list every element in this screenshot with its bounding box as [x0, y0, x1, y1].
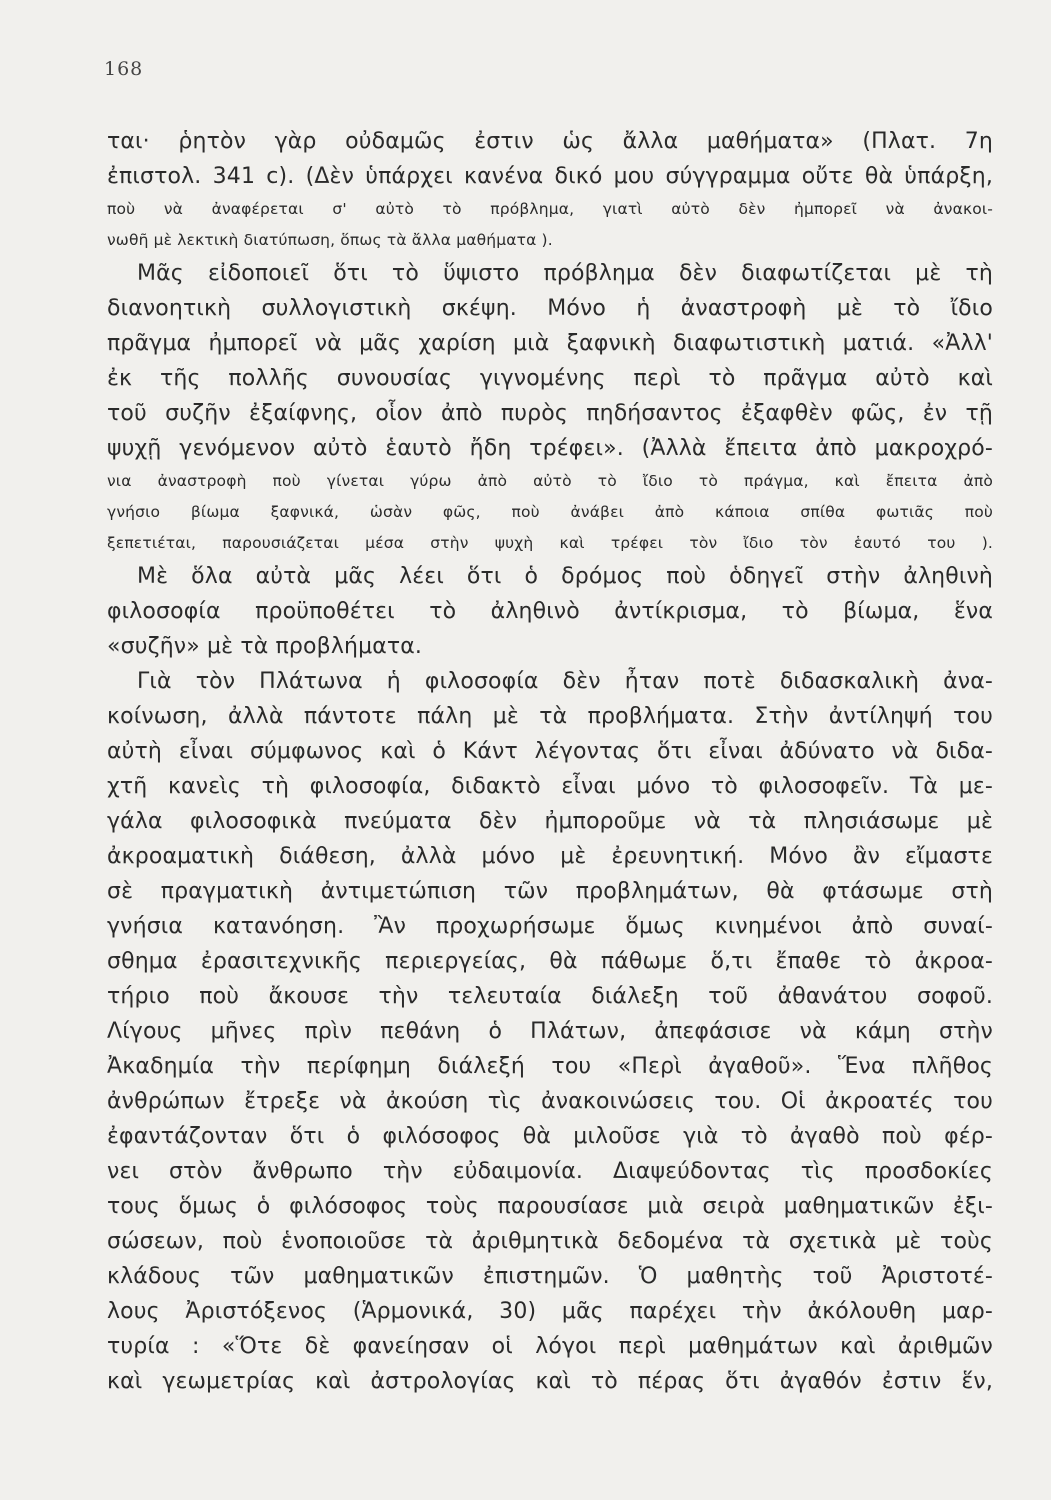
text-line: ξεπετιέται, παρουσιάζεται μέσα στὴν ψυχὴ καὶ τρέφει τὸν ἴδιο τὸν ἑαυτό του ).: [107, 534, 993, 552]
text-line: γνήσια κατανόηση. Ἂν προχωρήσωμε ὅμως κινημένοι ἀπὸ συναί-: [107, 914, 993, 939]
text-line: αὐτὴ εἶναι σύμφωνος καὶ ὁ Κάντ λέγοντας ὅτι εἶναι ἀδύνατο νὰ διδα-: [107, 739, 993, 764]
text-line: Γιὰ τὸν Πλάτωνα ἡ φιλοσοφία δὲν ἦταν ποτὲ διδασκαλικὴ ἀνα-: [137, 669, 993, 694]
text-line: ἐκ τῆς πολλῆς συνουσίας γιγνομένης περὶ τὸ πρᾶγμα αὐτὸ καὶ: [107, 366, 993, 391]
text-line: τοῦ συζῆν ἐξαίφνης, οἷον ἀπὸ πυρὸς πηδήσαντος ἐξαφθὲν φῶς, ἐν τῇ: [107, 401, 993, 426]
text-line: νει στὸν ἄνθρωπο τὴν εὐδαιμονία. Διαψεύδοντας τὶς προσδοκίες: [107, 1159, 993, 1184]
text-line: γάλα φιλοσοφικὰ πνεύματα δὲν ἠμποροῦμε νὰ τὰ πλησιάσωμε μὲ: [107, 809, 993, 834]
text-line: καὶ γεωμετρίας καὶ ἀστρολογίας καὶ τὸ πέρας ὅτι ἀγαθόν ἐστιν ἕν,: [107, 1369, 993, 1394]
text-line: σώσεων, ποὺ ἑνοποιοῦσε τὰ ἀριθμητικὰ δεδομένα τὰ σχετικὰ μὲ τοὺς: [107, 1229, 993, 1254]
body-text: [107, 124, 993, 1399]
text-line: ἀκροαματικὴ διάθεση, ἀλλὰ μόνο μὲ ἐρευνητική. Μόνο ἂν εἴμαστε: [107, 844, 993, 869]
text-line: ἐφαντάζονταν ὅτι ὁ φιλόσοφος θὰ μιλοῦσε γιὰ τὸ ἀγαθὸ ποὺ φέρ-: [107, 1124, 993, 1149]
text-line: σθημα ἐρασιτεχνικῆς περιεργείας, θὰ πάθωμε ὅ,τι ἔπαθε τὸ ἀκροα-: [107, 949, 993, 974]
text-line: σὲ πραγματικὴ ἀντιμετώπιση τῶν προβλημάτων, θὰ φτάσωμε στὴ: [107, 879, 993, 904]
text-line: διανοητικὴ συλλογιστικὴ σκέψη. Μόνο ἡ ἀναστροφὴ μὲ τὸ ἴδιο: [107, 296, 993, 321]
text-line: τους ὅμως ὁ φιλόσοφος τοὺς παρουσίασε μιὰ σειρὰ μαθηματικῶν ἐξι-: [107, 1194, 993, 1219]
text-line: ἐπιστολ. 341 c). (Δὲν ὑπάρχει κανένα δικό μου σύγγραμμα οὔτε θὰ ὑπάρξη,: [107, 164, 993, 189]
text-line: νια ἀναστροφὴ ποὺ γίνεται γύρω ἀπὸ αὐτὸ τὸ ἴδιο τὸ πράγμα, καὶ ἔπειτα ἀπὸ: [107, 472, 993, 490]
text-line: «συζῆν» μὲ τὰ προβλήματα.: [107, 634, 423, 659]
text-line: χτῆ κανεὶς τὴ φιλοσοφία, διδακτὸ εἶναι μόνο τὸ φιλοσοφεῖν. Τὰ με-: [107, 774, 993, 799]
text-line: ἀνθρώπων ἔτρεξε νὰ ἀκούση τὶς ἀνακοινώσεις του. Οἱ ἀκροατές του: [107, 1089, 993, 1114]
text-line: νωθῆ μὲ λεκτικὴ διατύπωση, ὅπως τὰ ἄλλα μαθήματα ).: [107, 231, 553, 249]
text-line: Ἀκαδημία τὴν περίφημη διάλεξή του «Περὶ ἀγαθοῦ». Ἕνα πλῆθος: [107, 1054, 993, 1079]
text-line: κοίνωση, ἀλλὰ πάντοτε πάλη μὲ τὰ προβλήματα. Στὴν ἀντίληψή του: [107, 704, 993, 729]
text-line: τήριο ποὺ ἄκουσε τὴν τελευταία διάλεξη τοῦ ἀθανάτου σοφοῦ.: [107, 984, 993, 1009]
text-line: Μὲ ὅλα αὐτὰ μᾶς λέει ὅτι ὁ δρόμος ποὺ ὁδηγεῖ στὴν ἀληθινὴ: [137, 564, 993, 589]
text-line: πρᾶγμα ἠμπορεῖ νὰ μᾶς χαρίση μιὰ ξαφνικὴ διαφωτιστικὴ ματιά. «Ἀλλ': [107, 331, 993, 356]
text-line: ψυχῇ γενόμενον αὐτὸ ἑαυτὸ ἤδη τρέφει». (Ἀλλὰ ἔπειτα ἀπὸ μακροχρό-: [107, 436, 993, 461]
text-line: φιλοσοφία προϋποθέτει τὸ ἀληθινὸ ἀντίκρισμα, τὸ βίωμα, ἕνα: [107, 599, 993, 624]
text-line: ται· ῥητὸν γὰρ οὐδαμῶς ἐστιν ὡς ἄλλα μαθήματα» (Πλατ. 7η: [107, 129, 993, 154]
text-line: τυρία : «Ὅτε δὲ φανείησαν οἱ λόγοι περὶ μαθημάτων καὶ ἀριθμῶν: [107, 1334, 993, 1359]
text-line: Λίγους μῆνες πρὶν πεθάνη ὁ Πλάτων, ἀπεφάσισε νὰ κάμη στὴν: [107, 1019, 993, 1044]
text-line: Μᾶς εἰδοποιεῖ ὅτι τὸ ὕψιστο πρόβλημα δὲν διαφωτίζεται μὲ τὴ: [137, 261, 993, 286]
page-number: 168: [104, 58, 144, 80]
text-line: κλάδους τῶν μαθηματικῶν ἐπιστημῶν. Ὁ μαθητὴς τοῦ Ἀριστοτέ-: [107, 1264, 993, 1289]
text-line: γνήσιο βίωμα ξαφνικά, ὡσὰν φῶς, ποὺ ἀνάβει ἀπὸ κάποια σπίθα φωτιᾶς ποὺ: [107, 503, 993, 521]
text-line: ποὺ νὰ ἀναφέρεται σ' αὐτὸ τὸ πρόβλημα, γιατὶ αὐτὸ δὲν ἠμπορεῖ νὰ ἀνακοι-: [107, 200, 993, 218]
text-line: λους Ἀριστόξενος (Ἁρμονικά, 30) μᾶς παρέχει τὴν ἀκόλουθη μαρ-: [107, 1299, 993, 1324]
